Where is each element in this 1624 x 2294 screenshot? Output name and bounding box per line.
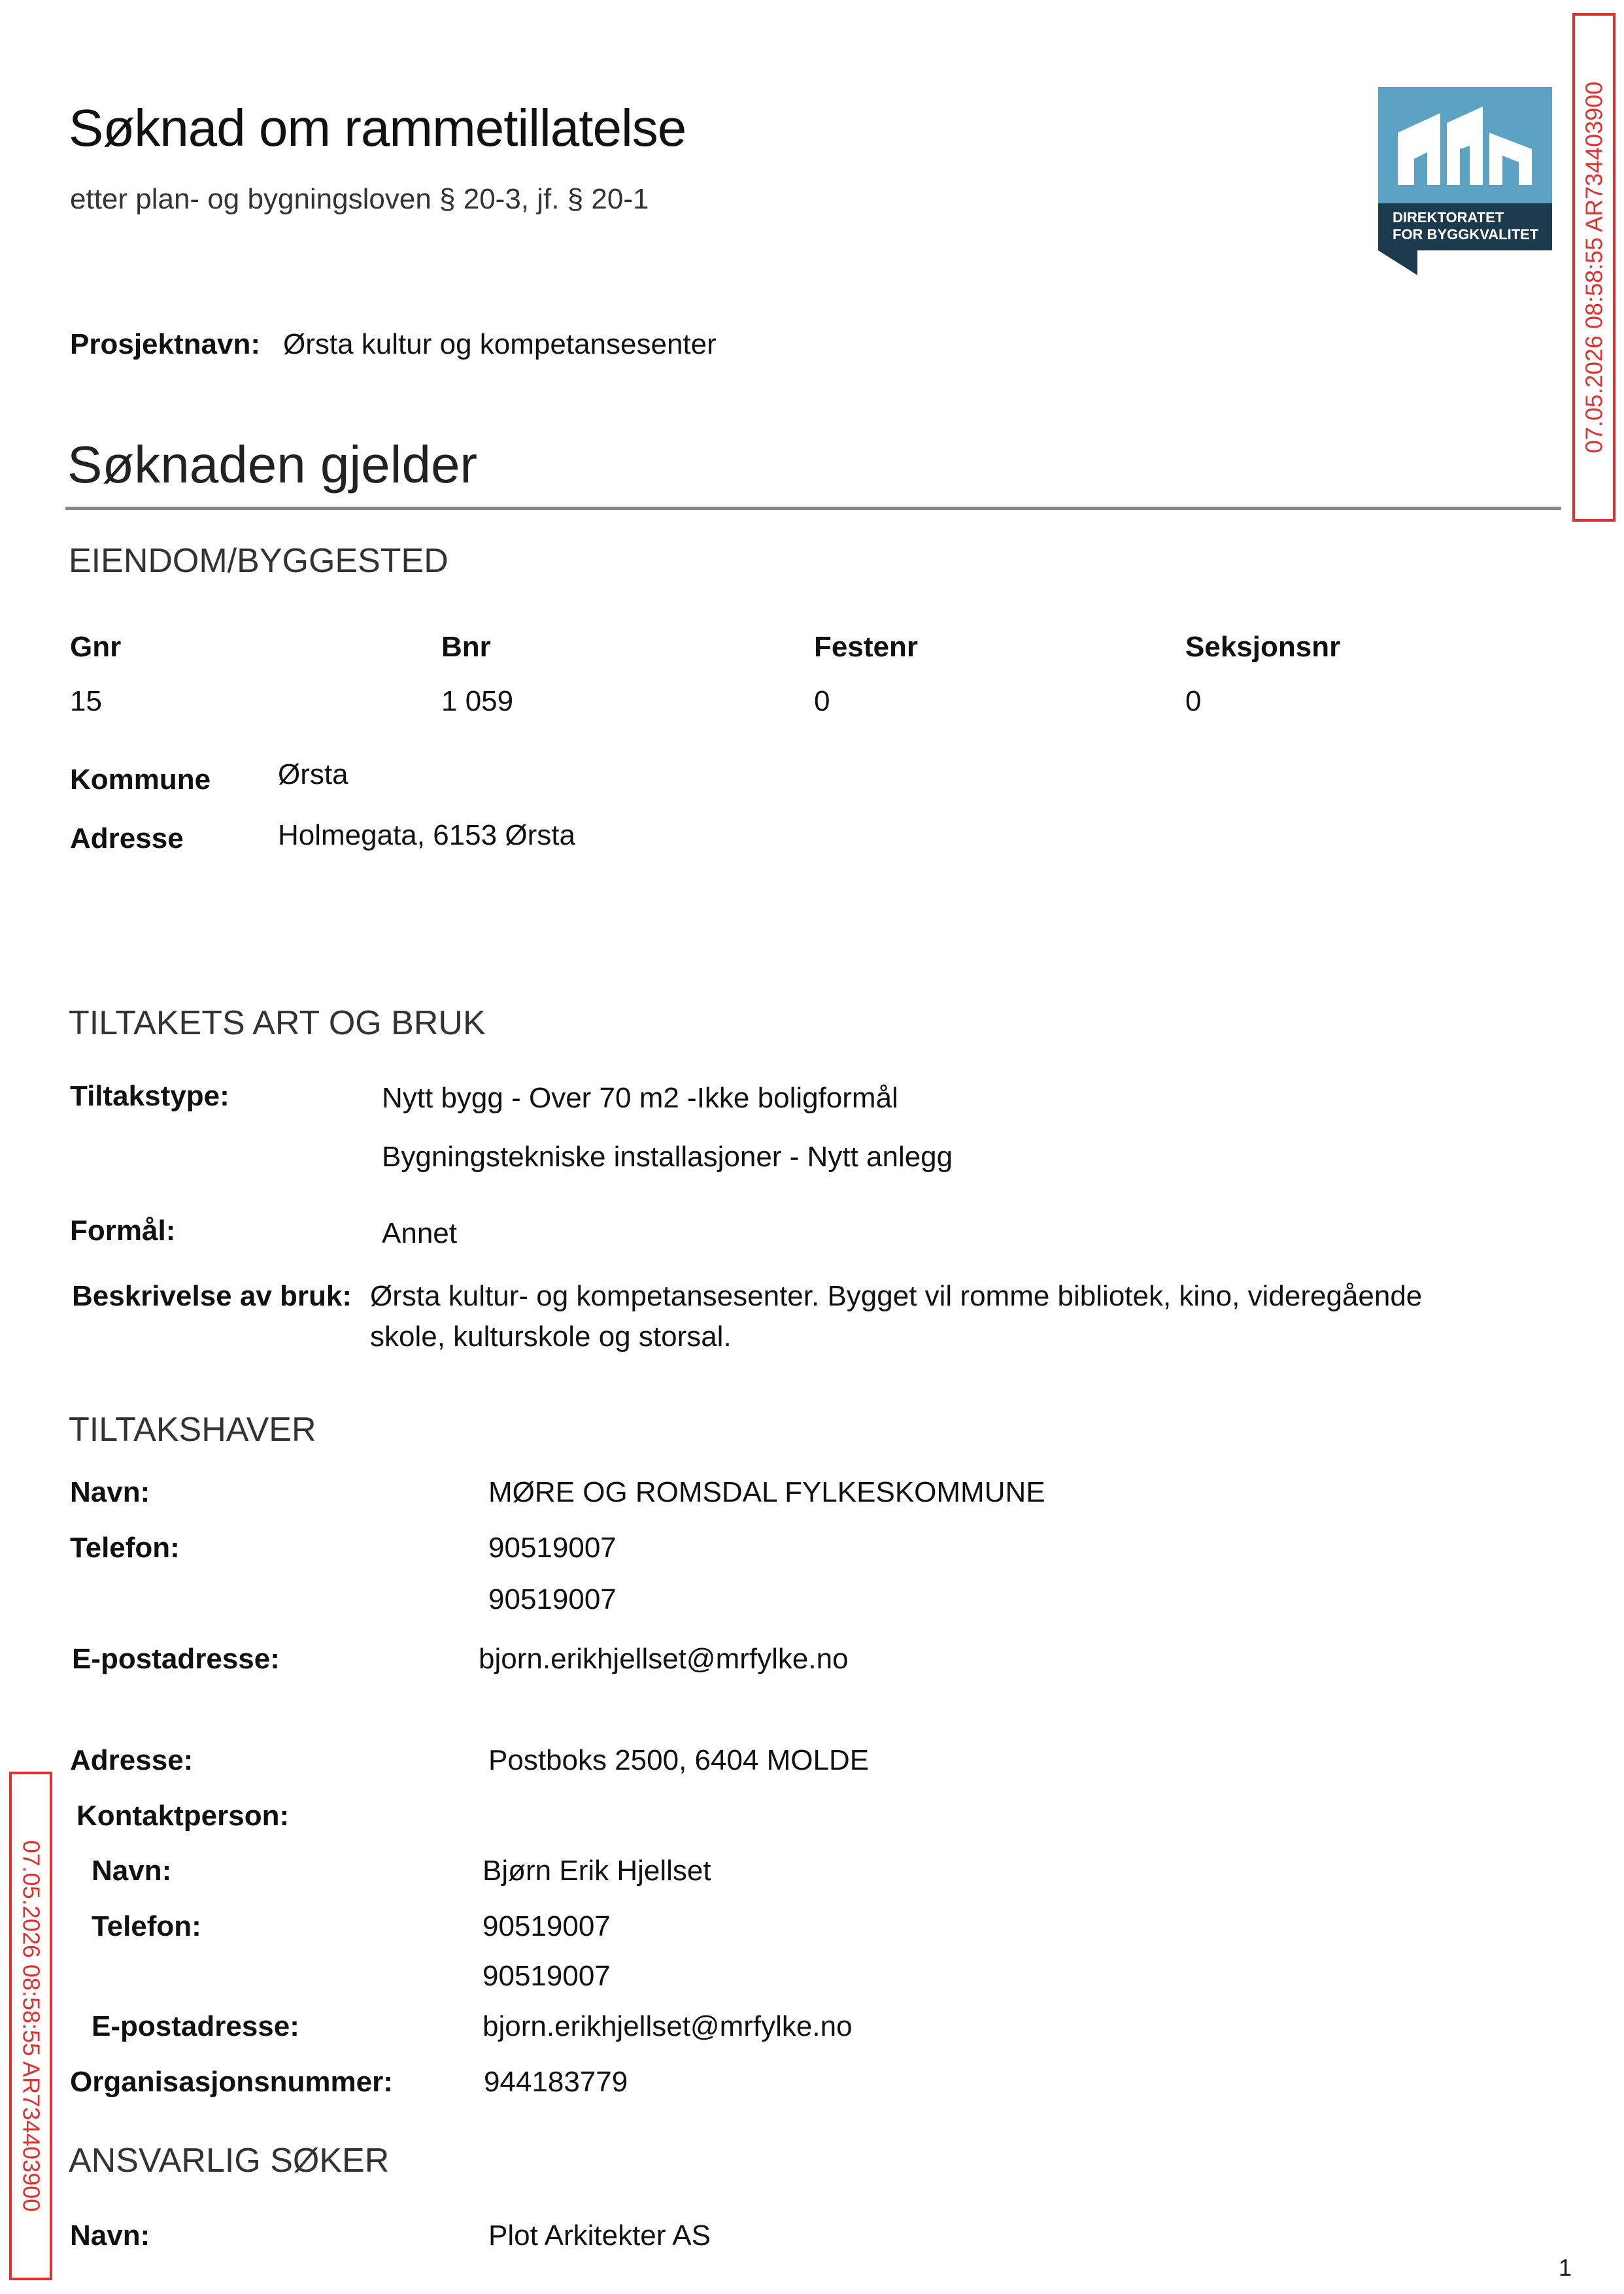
gnr-label: Gnr — [70, 631, 122, 663]
logo-text-line2: FOR BYGGKVALITET — [1393, 226, 1539, 243]
heading-tiltak: TILTAKETS ART OG BRUK — [69, 1004, 486, 1042]
bruk-line-2: skole, kulturskole og storsal. — [370, 1321, 732, 1353]
project-label: Prosjektnavn: — [70, 328, 260, 360]
kontakt-telefon-label: Telefon: — [92, 1910, 201, 1942]
kontakt-epost-value: bjorn.erikhjellset@mrfylke.no — [482, 2010, 853, 2042]
tiltakshaver-adresse-value: Postboks 2500, 6404 MOLDE — [488, 1744, 870, 1776]
adresse-value: Holmegata, 6153 Ørsta — [278, 819, 575, 851]
gnr-value: 15 — [70, 685, 102, 717]
kommune-value: Ørsta — [278, 758, 348, 790]
stamp-text: 07.05.2026 08:58:55 AR734403900 — [1580, 81, 1607, 454]
dibk-logo-graphic — [1378, 87, 1552, 275]
timestamp-stamp-right — [1572, 13, 1616, 522]
tiltakshaver-navn-value: MØRE OG ROMSDAL FYLKESKOMMUNE — [488, 1476, 1045, 1508]
logo-text-line1: DIREKTORATET — [1393, 209, 1504, 226]
tiltakshaver-navn-label: Navn: — [70, 1476, 150, 1508]
page-number: 1 — [1559, 2254, 1572, 2281]
bnr-label: Bnr — [441, 631, 491, 663]
seksjonsnr-value: 0 — [1185, 685, 1202, 717]
kontakt-epost-label: E-postadresse: — [92, 2010, 299, 2042]
tiltakshaver-telefon-value-2: 90519007 — [488, 1583, 617, 1615]
formal-label: Formål: — [70, 1215, 176, 1247]
adresse-label: Adresse — [70, 822, 184, 854]
kontakt-navn-value: Bjørn Erik Hjellset — [482, 1855, 711, 1887]
tiltakshaver-epost-label: E-postadresse: — [72, 1643, 280, 1675]
kontakt-telefon-value-2: 90519007 — [482, 1960, 611, 1992]
project-value: Ørsta kultur og kompetansesenter — [283, 328, 717, 360]
tiltakstype-value-2: Bygningstekniske installasjoner - Nytt anlegg — [382, 1141, 953, 1173]
bruk-label: Beskrivelse av bruk: — [72, 1280, 352, 1312]
document-title: Søknad om rammetillatelse — [69, 99, 686, 157]
soker-navn-label: Navn: — [70, 2219, 150, 2252]
soker-navn-value: Plot Arkitekter AS — [488, 2219, 711, 2252]
heading-ansvarlig-soker: ANSVARLIG SØKER — [69, 2142, 390, 2180]
orgnr-value: 944183779 — [484, 2066, 628, 2098]
heading-tiltakshaver: TILTAKSHAVER — [69, 1411, 316, 1449]
tiltakshaver-epost-value: bjorn.erikhjellset@mrfylke.no — [479, 1643, 849, 1675]
kontakt-telefon-value-1: 90519007 — [482, 1910, 611, 1942]
orgnr-label: Organisasjonsnummer: — [70, 2066, 393, 2098]
tiltakstype-label: Tiltakstype: — [70, 1080, 229, 1112]
timestamp-stamp-left — [9, 1772, 52, 2280]
section-heading-soknaden: Søknaden gjelder — [67, 435, 478, 494]
tiltakshaver-telefon-label: Telefon: — [70, 1532, 180, 1564]
dibk-logo — [1378, 87, 1552, 275]
kommune-label: Kommune — [70, 764, 211, 796]
heading-eiendom: EIENDOM/BYGGESTED — [69, 542, 448, 580]
stamp-text: 07.05.2026 08:58:55 AR734403900 — [18, 1840, 44, 2212]
document-subtitle: etter plan- og bygningsloven § 20-3, jf. § 20-1 — [70, 183, 649, 215]
tiltakstype-value-1: Nytt bygg - Over 70 m2 -Ikke boligformål — [382, 1082, 898, 1114]
formal-value: Annet — [382, 1217, 457, 1249]
bnr-value: 1 059 — [441, 685, 514, 717]
bruk-line-1: Ørsta kultur- og kompetansesenter. Bygget vil romme bibliotek, kino, videregående — [370, 1280, 1423, 1312]
tiltakshaver-telefon-value-1: 90519007 — [488, 1532, 617, 1564]
festenr-value: 0 — [814, 685, 830, 717]
kontaktperson-label: Kontaktperson: — [76, 1800, 290, 1832]
seksjonsnr-label: Seksjonsnr — [1185, 631, 1341, 663]
tiltakshaver-adresse-label: Adresse: — [70, 1744, 194, 1776]
section-divider — [65, 507, 1561, 510]
festenr-label: Festenr — [814, 631, 918, 663]
kontakt-navn-label: Navn: — [92, 1855, 172, 1887]
